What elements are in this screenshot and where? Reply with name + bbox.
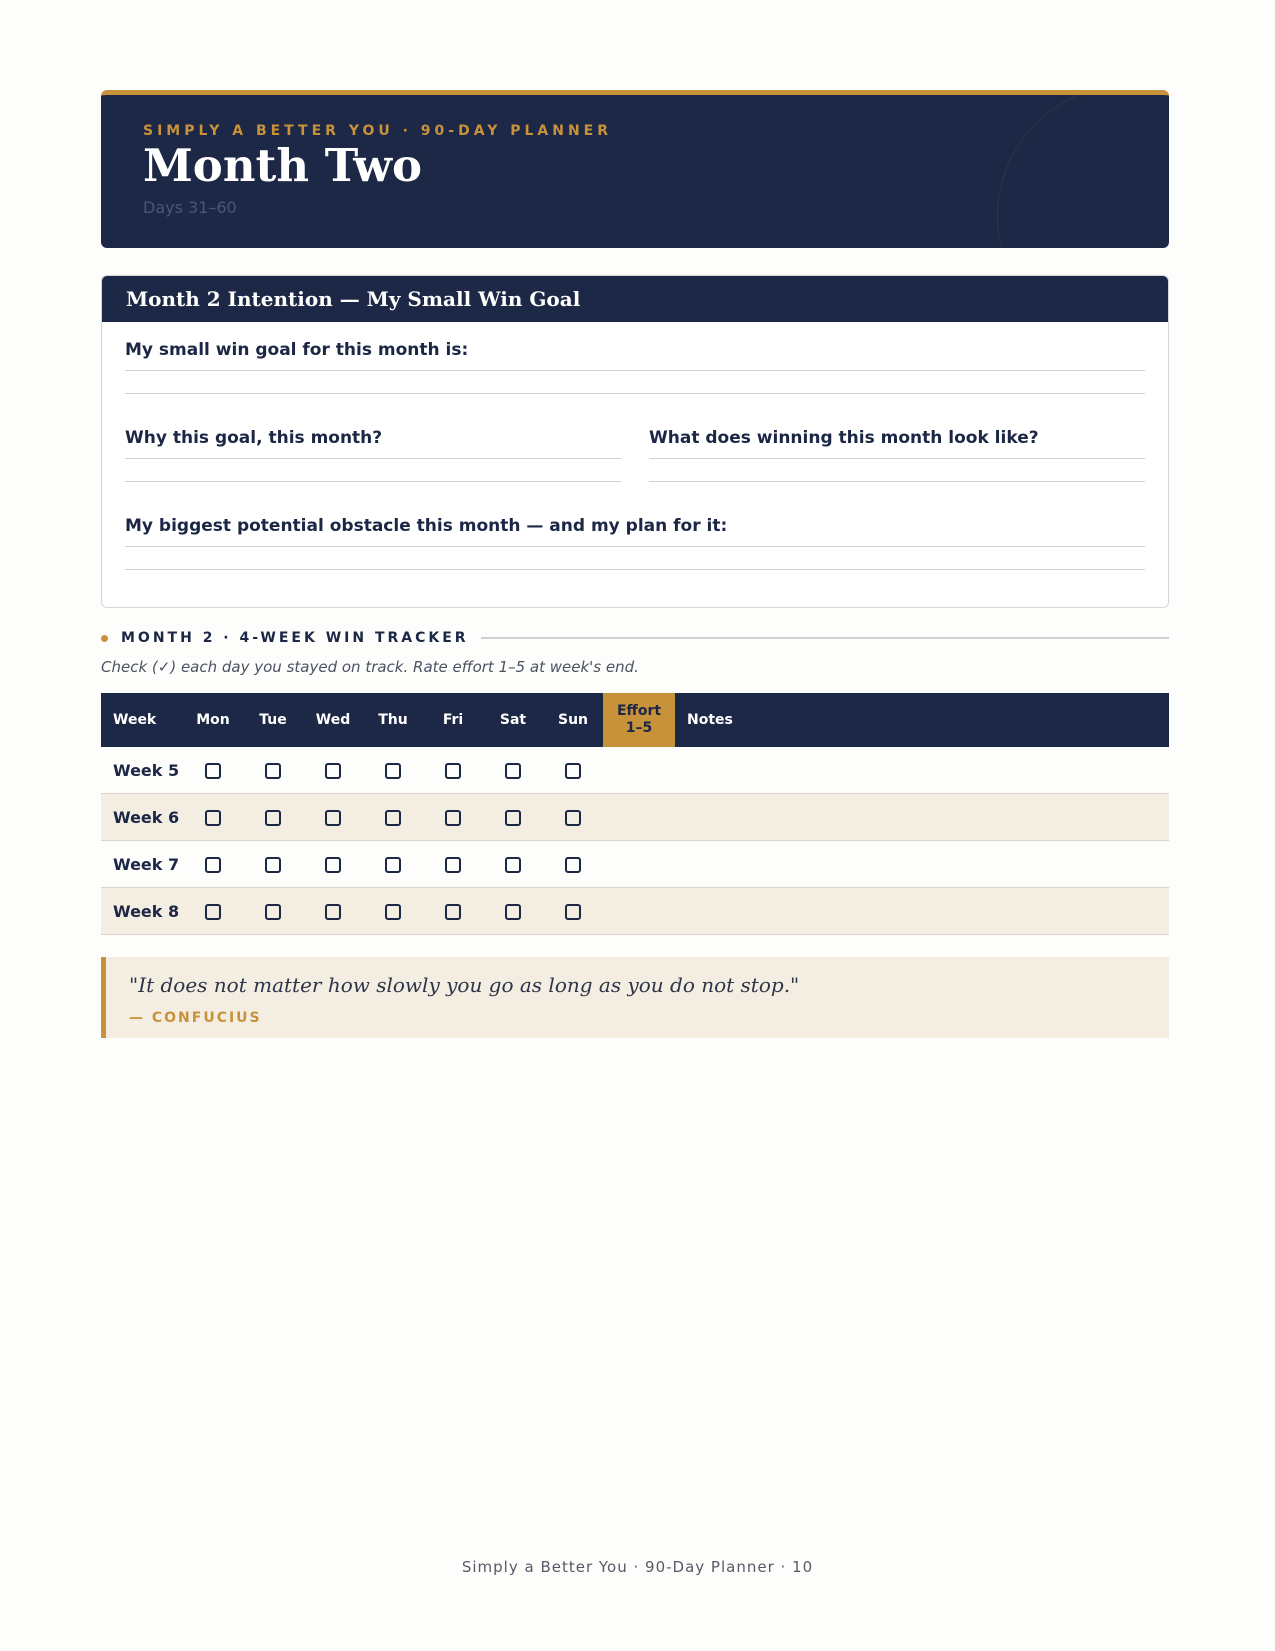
notes-cell[interactable] xyxy=(675,747,1169,794)
obstacle-label: My biggest potential obstacle this month — and my plan for it: xyxy=(125,516,728,536)
day-column-header: Mon xyxy=(183,693,243,747)
tracker-instructions: Check (✓) each day you stayed on track. Rate effort 1–5 at week's end. xyxy=(101,658,639,676)
checkbox-icon[interactable] xyxy=(205,810,221,826)
effort-cell[interactable] xyxy=(603,841,675,888)
day-cell[interactable] xyxy=(243,794,303,841)
day-cell[interactable] xyxy=(423,794,483,841)
day-cell[interactable] xyxy=(543,888,603,935)
notes-column-header: Notes xyxy=(675,693,1169,747)
writing-line[interactable] xyxy=(125,458,621,459)
day-column-header: Fri xyxy=(423,693,483,747)
winning-label: What does winning this month look like? xyxy=(649,428,1039,448)
day-column-header: Wed xyxy=(303,693,363,747)
checkbox-icon[interactable] xyxy=(505,810,521,826)
day-cell[interactable] xyxy=(483,747,543,794)
day-cell[interactable] xyxy=(303,794,363,841)
checkbox-icon[interactable] xyxy=(325,857,341,873)
why-field[interactable] xyxy=(125,428,621,482)
goal-field[interactable] xyxy=(125,340,1145,394)
page-footer: Simply a Better You · 90-Day Planner · 10 xyxy=(461,1558,814,1576)
checkbox-icon[interactable] xyxy=(565,857,581,873)
checkbox-icon[interactable] xyxy=(445,810,461,826)
winning-field[interactable] xyxy=(649,428,1145,482)
writing-line[interactable] xyxy=(125,370,1145,371)
writing-line[interactable] xyxy=(125,481,621,482)
month-banner xyxy=(101,90,1169,248)
day-cell[interactable] xyxy=(363,747,423,794)
tracker-header-row xyxy=(101,693,1169,747)
why-label: Why this goal, this month? xyxy=(125,428,383,448)
checkbox-icon[interactable] xyxy=(385,904,401,920)
checkbox-icon[interactable] xyxy=(265,810,281,826)
day-column-header: Sun xyxy=(543,693,603,747)
notes-cell[interactable] xyxy=(675,888,1169,935)
day-cell[interactable] xyxy=(543,841,603,888)
checkbox-icon[interactable] xyxy=(385,810,401,826)
day-cell[interactable] xyxy=(183,841,243,888)
day-cell[interactable] xyxy=(303,747,363,794)
table-row xyxy=(101,794,1169,841)
day-cell[interactable] xyxy=(183,747,243,794)
day-cell[interactable] xyxy=(423,888,483,935)
quote-text: "It does not matter how slowly you go as long as you do not stop." xyxy=(129,973,800,997)
effort-cell[interactable] xyxy=(603,888,675,935)
planner-kicker: SIMPLY A BETTER YOU · 90-DAY PLANNER xyxy=(143,123,613,139)
effort-cell[interactable] xyxy=(603,794,675,841)
effort-header-line2: 1–5 xyxy=(625,720,653,736)
checkbox-icon[interactable] xyxy=(445,857,461,873)
day-column-header: Tue xyxy=(243,693,303,747)
week-column-header: Week xyxy=(101,693,183,747)
page-title: Month Two xyxy=(143,139,423,192)
writing-line[interactable] xyxy=(125,546,1145,547)
effort-column-header xyxy=(603,693,675,747)
goal-label: My small win goal for this month is: xyxy=(125,340,469,360)
day-cell[interactable] xyxy=(483,841,543,888)
checkbox-icon[interactable] xyxy=(325,904,341,920)
day-cell[interactable] xyxy=(243,888,303,935)
effort-cell[interactable] xyxy=(603,747,675,794)
notes-cell[interactable] xyxy=(675,841,1169,888)
planner-page xyxy=(101,90,1169,1026)
checkbox-icon[interactable] xyxy=(385,763,401,779)
week-label: Week 5 xyxy=(101,747,183,794)
day-column-header: Sat xyxy=(483,693,543,747)
table-row xyxy=(101,841,1169,888)
checkbox-icon[interactable] xyxy=(325,763,341,779)
checkbox-icon[interactable] xyxy=(205,904,221,920)
checkbox-icon[interactable] xyxy=(565,763,581,779)
writing-line[interactable] xyxy=(125,393,1145,394)
win-tracker-table xyxy=(101,693,1169,935)
day-cell[interactable] xyxy=(423,841,483,888)
day-cell[interactable] xyxy=(363,888,423,935)
checkbox-icon[interactable] xyxy=(205,857,221,873)
day-cell[interactable] xyxy=(543,747,603,794)
day-cell[interactable] xyxy=(303,841,363,888)
checkbox-icon[interactable] xyxy=(505,904,521,920)
day-cell[interactable] xyxy=(243,747,303,794)
day-cell[interactable] xyxy=(183,888,243,935)
tracker-heading: MONTH 2 · 4-WEEK WIN TRACKER xyxy=(121,630,469,646)
checkbox-icon[interactable] xyxy=(385,857,401,873)
quote-author: — CONFUCIUS xyxy=(129,1010,262,1026)
table-row xyxy=(101,747,1169,794)
week-label: Week 6 xyxy=(101,794,183,841)
table-row xyxy=(101,888,1169,935)
checkbox-icon[interactable] xyxy=(325,810,341,826)
week-label: Week 8 xyxy=(101,888,183,935)
bullet-dot-icon xyxy=(101,635,108,642)
day-cell[interactable] xyxy=(483,888,543,935)
decorative-circle xyxy=(997,90,1169,248)
checkbox-icon[interactable] xyxy=(565,904,581,920)
checkbox-icon[interactable] xyxy=(505,857,521,873)
writing-line[interactable] xyxy=(649,481,1145,482)
day-cell[interactable] xyxy=(483,794,543,841)
day-column-header: Thu xyxy=(363,693,423,747)
day-cell[interactable] xyxy=(363,794,423,841)
checkbox-icon[interactable] xyxy=(265,904,281,920)
day-cell[interactable] xyxy=(183,794,243,841)
checkbox-icon[interactable] xyxy=(565,810,581,826)
intention-card xyxy=(101,275,1169,608)
day-cell[interactable] xyxy=(423,747,483,794)
day-cell[interactable] xyxy=(363,841,423,888)
effort-header-line1: Effort xyxy=(616,703,662,719)
checkbox-icon[interactable] xyxy=(445,763,461,779)
checkbox-icon[interactable] xyxy=(445,904,461,920)
writing-line[interactable] xyxy=(125,569,1145,570)
week-label: Week 7 xyxy=(101,841,183,888)
day-cell[interactable] xyxy=(543,794,603,841)
day-cell[interactable] xyxy=(243,841,303,888)
intention-heading: Month 2 Intention — My Small Win Goal xyxy=(102,276,1168,322)
heading-divider xyxy=(481,637,1169,639)
writing-line[interactable] xyxy=(649,458,1145,459)
obstacle-field[interactable] xyxy=(125,516,1145,570)
quote-block xyxy=(101,957,1169,1038)
day-cell[interactable] xyxy=(303,888,363,935)
tracker-section-heading xyxy=(101,628,1169,648)
checkbox-icon[interactable] xyxy=(265,857,281,873)
checkbox-icon[interactable] xyxy=(205,763,221,779)
page-subtitle: Days 31–60 xyxy=(143,198,237,217)
checkbox-icon[interactable] xyxy=(505,763,521,779)
checkbox-icon[interactable] xyxy=(265,763,281,779)
notes-cell[interactable] xyxy=(675,794,1169,841)
